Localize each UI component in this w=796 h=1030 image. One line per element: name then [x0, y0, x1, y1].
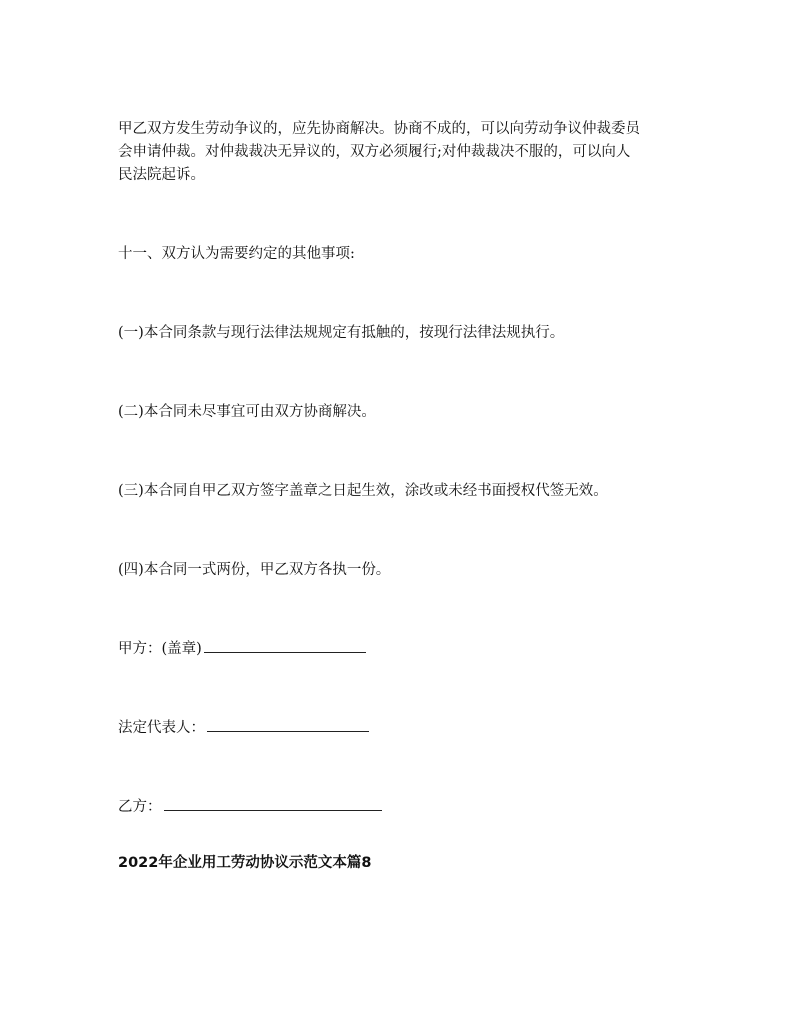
next-section-title: 2022年企业用工劳动协议示范文本篇8 — [118, 855, 372, 871]
party-a-label: 甲方：(盖章) — [118, 641, 202, 657]
party-b-signature-row — [118, 796, 693, 819]
party-b-signature-line — [164, 796, 382, 811]
clause-item-1: (一)本合同条款与现行法律法规规定有抵触的，按现行法律法规执行。 — [118, 325, 565, 341]
dispute-line-3: 民法院起诉。 — [118, 167, 205, 183]
party-b-label: 乙方： — [118, 799, 162, 815]
legal-rep-signature-row — [118, 717, 693, 740]
dispute-line-1: 甲乙双方发生劳动争议的，应先协商解决。协商不成的，可以向劳动争议仲裁委员 — [118, 121, 640, 137]
section-eleven-heading: 十一、双方认为需要约定的其他事项: — [118, 246, 355, 262]
dispute-line-2: 会申请仲裁。对仲裁裁决无异议的，双方必须履行;对仲裁裁决不服的，可以向人 — [118, 144, 631, 160]
clause-item-2: (二)本合同未尽事宜可由双方协商解决。 — [118, 404, 376, 420]
party-a-signature-row — [118, 638, 693, 661]
legal-rep-label: 法定代表人： — [118, 720, 205, 736]
legal-rep-signature-line — [207, 717, 369, 732]
party-a-signature-line — [204, 638, 366, 653]
clause-item-3: (三)本合同自甲乙双方签字盖章之日起生效，涂改或未经书面授权代签无效。 — [118, 483, 608, 499]
clause-item-4: (四)本合同一式两份，甲乙双方各执一份。 — [118, 562, 391, 578]
dispute-paragraph — [118, 118, 693, 187]
